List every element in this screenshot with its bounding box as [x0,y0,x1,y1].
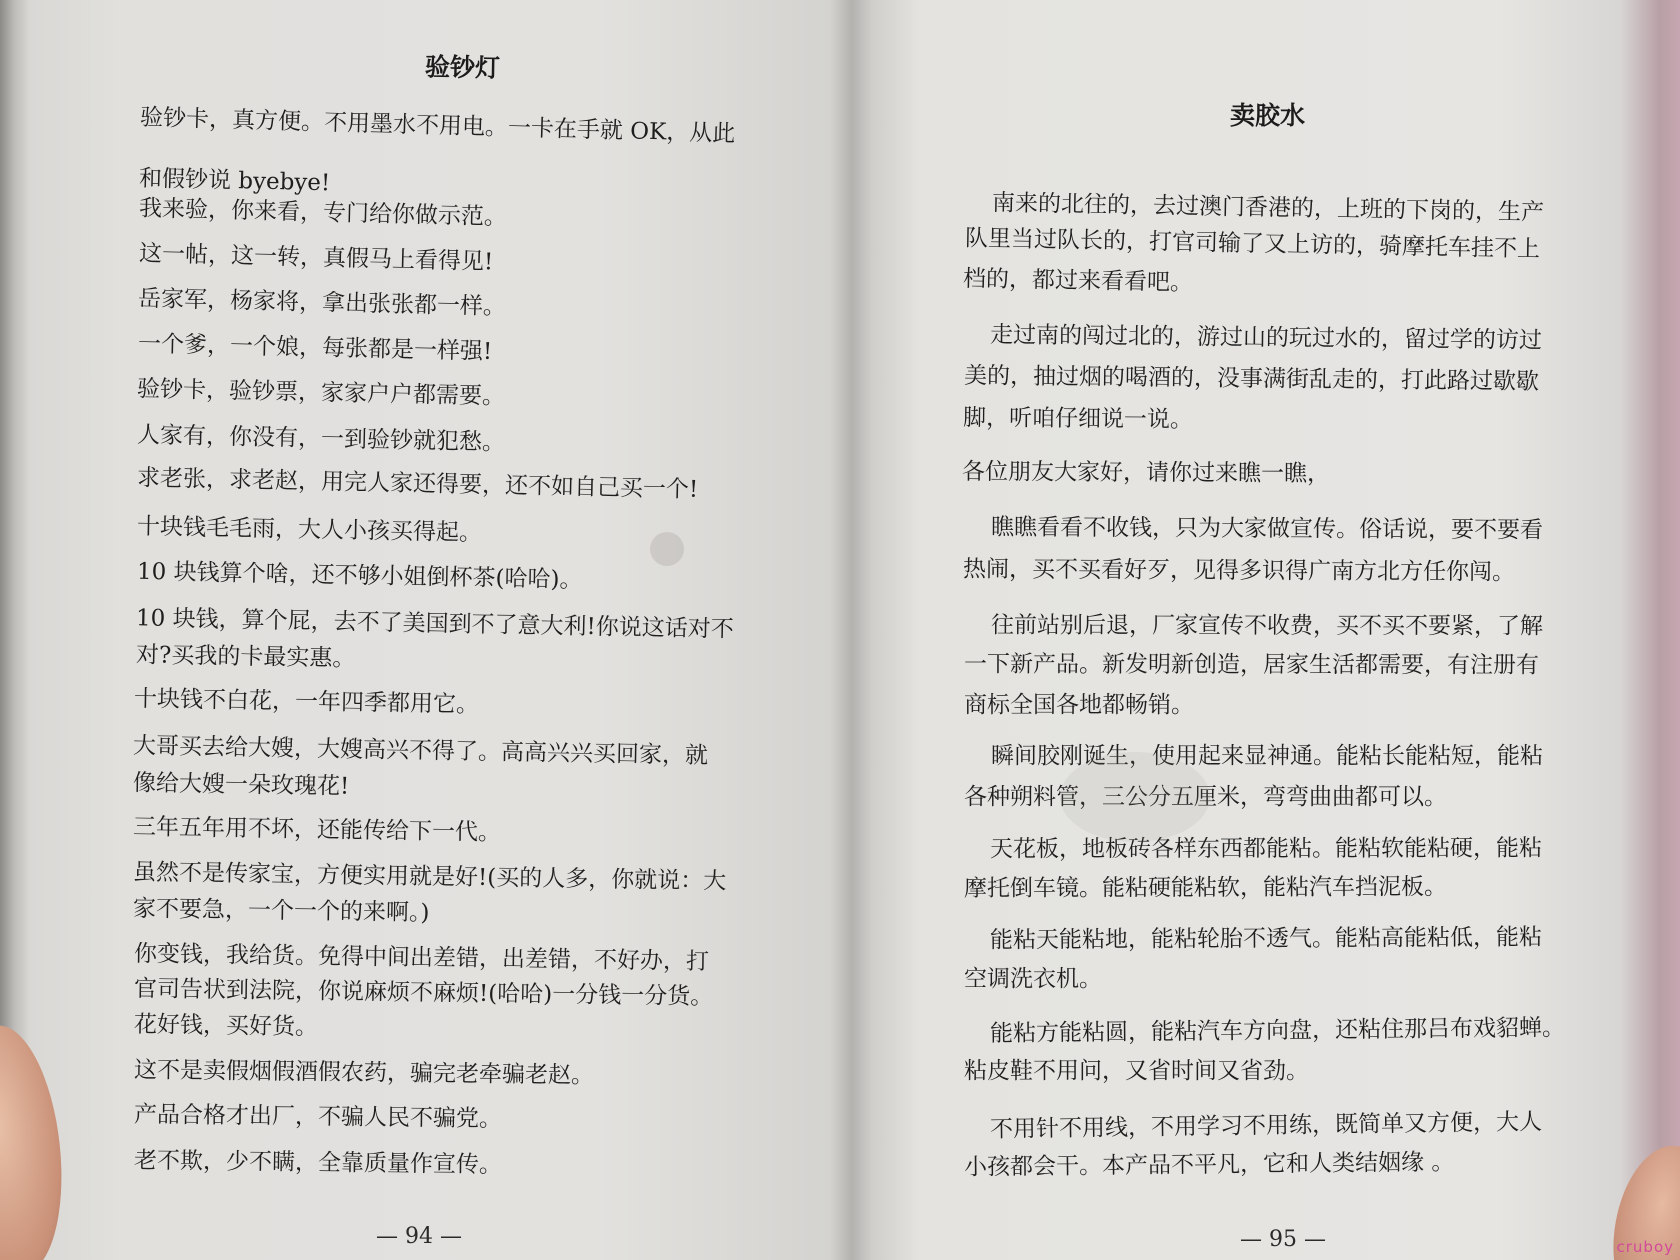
left-line-2: 和假钞说 byebye! [138,165,331,197]
left-line-7: 验钞卡，验钞票，家家户户都需要。 [136,376,506,410]
left-line-19: 家不要急，一个一个的来啊。) [132,895,430,927]
left-line-24: 产品合格才出厂，不骗人民不骗党。 [133,1101,503,1133]
left-line-9: 求老张，求老赵，用完人家还得要，还不如自己买一个! [136,465,699,503]
right-line-21: 不用针不用线，不用学习不用练，既简单又方便，大人 [989,1109,1543,1143]
left-line-18: 虽然不是传家宝，方便实用就是好!(买的人多，你就说：大 [132,859,727,895]
paper-stain [1060,752,1210,842]
left-line-15: 大哥买去给大嫂，大嫂高兴不得了。高高兴兴买回家，就 [132,732,709,770]
right-line-10: 往前站别后退，厂家宣传不收费，买不买不要紧，了解 [990,612,1544,640]
right-line-4: 走过南的闯过北的，游过山的玩过水的，留过学的访过 [989,322,1543,354]
left-line-23: 这不是卖假烟假酒假农药，骗完老牵骗老赵。 [133,1057,595,1089]
left-line-4: 这一帖，这一转，真假马上看得见! [138,240,494,276]
watermark: cruboy [1616,1238,1674,1256]
left-line-8: 人家有，你没有，一到验钞就犯愁。 [136,422,506,456]
left-line-22: 花好钱，买好货。 [133,1011,319,1041]
right-line-18: 空调洗衣机。 [964,966,1102,992]
left-line-1: 验钞卡，真方便。不用墨水不用电。一卡在手就 OK，从此 [139,104,736,148]
right-line-8: 瞧瞧看看不收钱，只为大家做宣传。俗话说，要不要看 [990,514,1544,544]
right-line-11: 一下新产品。新发明新创造，居家生活都需要，有注册有 [963,651,1540,679]
right-line-5: 美的，抽过烟的喝酒的，没事满街乱走的，打此路过歇歇 [963,362,1540,396]
right-line-3: 档的，都过来看看吧。 [962,265,1194,297]
right-line-1: 南来的北往的，去过澳门香港的，上班的下岗的，生产 [991,190,1545,226]
right-line-22: 小孩都会干。本产品不平凡，它和人类结姻缘 。 [963,1149,1455,1181]
left-line-10: 十块钱毛毛雨，大人小孩买得起。 [136,513,483,547]
left-line-12: 10 块钱，算个屁，去不了美国到不了意大利!你说这话对不 [135,605,735,643]
right-line-14: 各种朔料管，三公分五厘米，弯弯曲曲都可以。 [964,784,1447,810]
left-line-20: 你变钱，我给货。免得中间出差错，出差错，不好办，打 [133,940,710,976]
left-line-13: 对?买我的卡最实惠。 [135,642,356,672]
paper-stain [650,532,684,566]
right-line-12: 商标全国各地都畅销。 [964,692,1194,718]
left-page-title: 验钞灯 [424,52,501,83]
left-line-6: 一个爹，一个娘，每张都是一样强! [137,330,493,366]
right-line-6: 脚，听咱仔细说一说。 [962,404,1194,434]
left-line-14: 十块钱不白花，一年四季都用它。 [133,685,480,719]
right-line-13: 瞬间胶刚诞生，使用起来显神通。能粘长能粘短，能粘 [991,743,1543,769]
right-line-7: 各位朋友大家好，请你过来瞧一瞧， [961,459,1331,487]
right-page [856,0,1656,1260]
left-page-number: — 94 — [376,1224,462,1249]
left-line-5: 岳家军，杨家将，拿出张张都一样。 [137,285,507,321]
right-line-19: 能粘方能粘圆，能粘汽车方向盘，还粘住那吕布戏貂蝉。 [989,1014,1566,1048]
left-line-17: 三年五年用不坏，还能传给下一代。 [132,814,502,846]
right-line-16: 摩托倒车镜。能粘硬能粘软，能粘汽车挡泥板。 [963,874,1448,902]
right-page-title: 卖胶水 [1230,101,1306,130]
right-line-20: 粘皮鞋不用问，又省时间又省劲。 [964,1058,1309,1084]
right-line-2: 队里当过队长的，打官司输了又上访的，骑摩托车挂不上 [964,225,1541,263]
left-line-21: 官司告状到法院，你说麻烦不麻烦!(哈哈)一分钱一分货。 [133,975,714,1011]
left-line-11: 10 块钱算个啥，还不够小姐倒杯茶(哈哈)。 [136,558,583,594]
left-line-25: 老不欺，少不瞒，全靠质量作宣传。 [133,1147,503,1179]
right-line-9: 热闹，买不买看好歹，见得多识得广南方北方任你闯。 [962,556,1516,586]
right-page-number: — 95 — [1240,1227,1326,1252]
left-line-16: 像给大嫂一朵玫瑰花! [132,770,350,800]
right-line-15: 天花板，地板砖各样东西都能粘。能粘软能粘硬，能粘 [989,835,1543,863]
right-line-17: 能粘天能粘地，能粘轮胎不透气。能粘高能粘低，能粘 [989,924,1543,954]
left-line-3: 我来验，你来看，专门给你做示范。 [138,195,508,231]
